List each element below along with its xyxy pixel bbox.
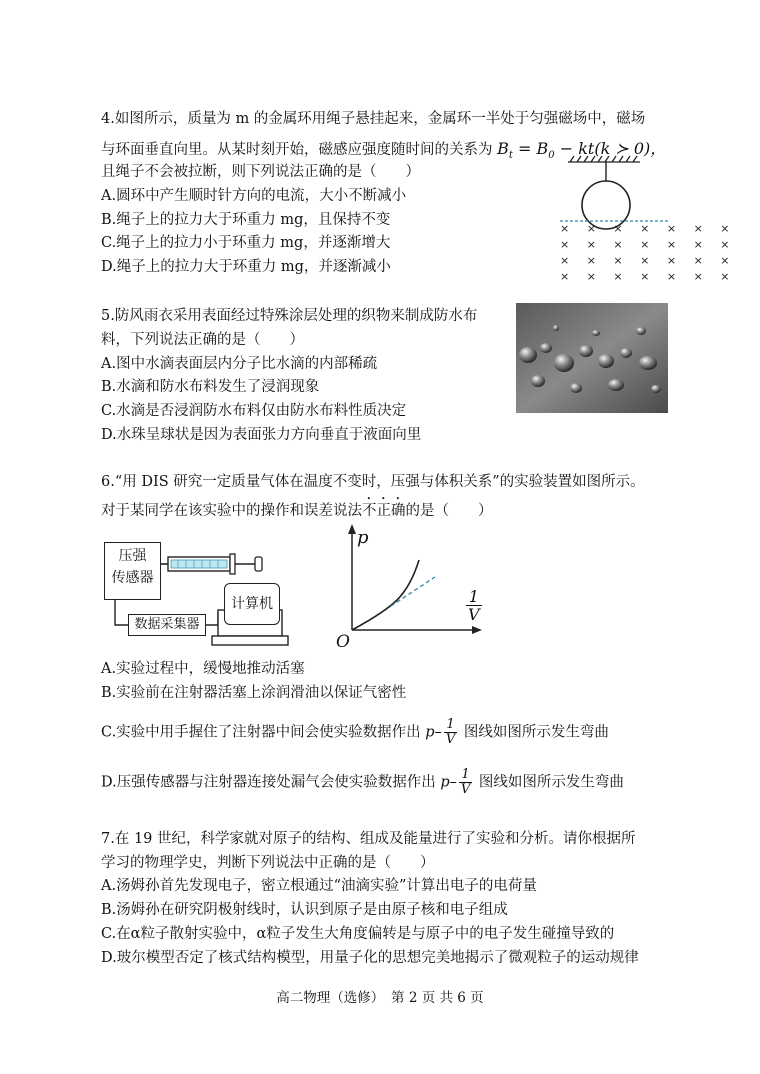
water-droplet-photo bbox=[516, 303, 668, 413]
q7-stem-line-2: 学习的物理学史，判断下列说法中正确的是（ ） bbox=[101, 855, 435, 871]
q7-option-c: C.在α粒子散射实验中，α粒子发生大角度偏转是与原子中的电子发生碰撞导致的 bbox=[101, 926, 615, 942]
q4-option-d: D.绳子上的拉力大于环重力 mg，并逐渐减小 bbox=[101, 259, 391, 275]
curve bbox=[352, 560, 419, 630]
q4-option-b: B.绳子上的拉力大于环重力 mg，且保持不变 bbox=[101, 212, 391, 228]
q6-option-c: C.实验中用手握住了注射器中间会使实验数据作出 p– $\frac{1}{V}$ 图线如图所示发生弯曲 bbox=[101, 717, 609, 747]
q7-option-b: B.汤姆孙在研究阴极射线时，认识到原子是由原子核和电子组成 bbox=[101, 902, 508, 918]
graph-origin-label: O bbox=[336, 632, 350, 652]
q5-option-c: C.水滴是否浸润防水布料仅由防水布料性质决定 bbox=[101, 403, 407, 419]
q4-formula: $B_t = B_0 - kt(k$ ≻ 0)， bbox=[497, 139, 667, 162]
q5-option-a: A.图中水滴表面层内分子比水滴的内部稀疏 bbox=[101, 356, 378, 372]
q5-option-d: D.水珠呈球状是因为表面张力方向垂直于液面向里 bbox=[101, 427, 422, 443]
dashed-tangent bbox=[391, 577, 435, 606]
q6-option-d: D.压强传感器与注射器连接处漏气会使实验数据作出 p– $\frac{1}{V}$ 图线如图所示发生弯曲 bbox=[101, 767, 624, 797]
page-footer: 高二物理（选修） 第 2 页 共 6 页 bbox=[276, 990, 484, 1006]
q6-stem-line-1: 6.“用 DIS 研究一定质量气体在温度不变时，压强与体积关系”的实验装置如图所示。 bbox=[101, 474, 645, 490]
q4-stem-text: 与环面垂直向里。从某时刻开始，磁感应强度随时间的关系为 bbox=[101, 142, 498, 158]
q5-stem-line-2: 料，下列说法正确的是（ ） bbox=[101, 332, 304, 348]
ceiling-hatch bbox=[568, 156, 640, 162]
computer-screen-box: 计算机 bbox=[224, 583, 280, 625]
q4-option-a: A.圆环中产生顺时针方向的电流，大小不断减小 bbox=[101, 188, 407, 204]
q7-stem-line-1: 7.在 19 世纪，科学家就对原子的结构、组成及能量进行了实验和分析。请你根据所 bbox=[101, 831, 636, 847]
q4-stem-line-3: 且绳子不会被拉断，则下列说法正确的是（ ） bbox=[101, 164, 420, 180]
q5-stem-line-1: 5.防风雨衣采用表面经过特殊涂层处理的织物来制成防水布 bbox=[101, 308, 478, 324]
q4-stem-line-1: 4.如图所示，质量为 m 的金属环用绳子悬挂起来，金属环一半处于匀强磁场中，磁场 bbox=[101, 111, 646, 127]
q7-option-d: D.玻尔模型否定了核式结构模型，用量子化的思想完美地揭示了微观粒子的运动规律 bbox=[101, 950, 639, 966]
q6-option-b: B.实验前在注射器活塞上涂润滑油以保证气密性 bbox=[101, 685, 407, 701]
emphasis-not-correct: 不正确 bbox=[362, 503, 406, 519]
q6-stem-line-2: 对于某同学在该实验中的操作和误差说法不正确的是（ ） bbox=[101, 503, 493, 519]
q5-option-b: B.水滴和防水布料发生了浸润现象 bbox=[101, 379, 320, 395]
data-collector-box: 数据采集器 bbox=[128, 614, 206, 636]
graph-x-label: $\frac{1}{V}$ bbox=[468, 587, 480, 624]
pressure-sensor-box: 压强 传感器 bbox=[104, 542, 161, 600]
q7-option-a: A.汤姆孙首先发现电子，密立根通过“油滴实验”计算出电子的电荷量 bbox=[101, 878, 537, 894]
q4-option-c: C.绳子上的拉力小于环重力 mg，并逐渐增大 bbox=[101, 235, 391, 251]
q6-option-a: A.实验过程中，缓慢地推动活塞 bbox=[101, 661, 305, 677]
magnetic-field-crosses: × × × × × × × × × × × × × × × × × × × × × × × × × × × × bbox=[560, 222, 737, 283]
graph-p-label: p bbox=[357, 527, 369, 548]
